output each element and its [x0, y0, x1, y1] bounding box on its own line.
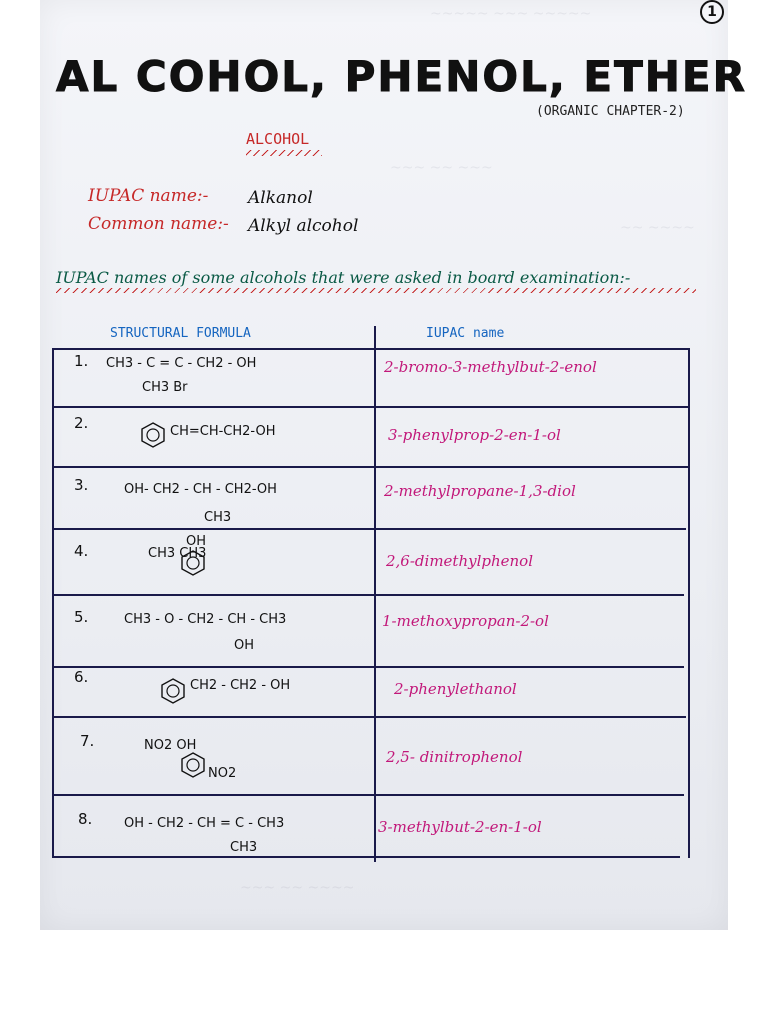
exam-note: IUPAC names of some alcohols that were asked in board examination:- — [56, 268, 631, 287]
table-rule — [52, 666, 684, 668]
formula-substituents: OH — [186, 534, 207, 549]
common-name-label: Common name:- — [88, 214, 229, 234]
iupac-name-value: Alkanol — [248, 188, 313, 208]
bleed-through-text: ~~~ ~~ ~~~ — [390, 160, 493, 176]
iupac-name: 2,5- dinitrophenol — [386, 748, 523, 766]
table-rule — [52, 856, 680, 858]
table-rule — [52, 794, 684, 796]
common-name-value: Alkyl alcohol — [248, 216, 359, 236]
iupac-name: 1-methoxypropan-2-ol — [382, 612, 549, 630]
structural-formula: NO2 OH — [144, 738, 197, 753]
row-number: 8. — [78, 810, 93, 828]
table-rule — [52, 716, 686, 718]
row-number: 6. — [74, 668, 89, 686]
row-number: 4. — [74, 542, 89, 560]
structural-formula: OH- CH2 - CH - CH2-OH — [124, 482, 277, 497]
structural-formula: OH - CH2 - CH = C - CH3 — [124, 816, 285, 831]
bleed-through-text: ~~~ ~~ ~~~~ — [240, 880, 355, 896]
column-header-formula: STRUCTURAL FORMULA — [110, 326, 251, 341]
note-underline — [56, 288, 696, 293]
row-number: 5. — [74, 608, 89, 626]
row-number: 2. — [74, 414, 89, 432]
iupac-name: 2,6-dimethylphenol — [386, 552, 534, 570]
iupac-name: 2-phenylethanol — [394, 680, 517, 698]
formula-substituents: OH — [234, 638, 255, 653]
row-number: 7. — [80, 732, 95, 750]
table-border-left — [52, 348, 54, 858]
iupac-name: 2-methylpropane-1,3-diol — [384, 482, 576, 500]
formula-substituents: CH3 — [204, 510, 232, 525]
row-number: 3. — [74, 476, 89, 494]
formula-substituents: NO2 — [208, 766, 237, 781]
page-title: AL COHOL, PHENOL, ETHER — [56, 52, 747, 101]
iupac-name-label: IUPAC name:- — [88, 186, 209, 206]
table-border-right — [688, 348, 690, 858]
table-rule — [52, 348, 690, 350]
table-rule — [52, 466, 690, 468]
structural-formula: CH3 - O - CH2 - CH - CH3 — [124, 612, 287, 627]
structural-formula: CH2 - CH2 - OH — [190, 678, 291, 693]
iupac-name: 3-phenylprop-2-en-1-ol — [388, 426, 561, 444]
bleed-through-text: ~~ ~~~~ — [620, 220, 695, 236]
iupac-name: 3-methylbut-2-en-1-ol — [378, 818, 542, 836]
table-rule — [52, 406, 690, 408]
structural-formula: CH3 - C = C - CH2 - OH — [106, 356, 257, 371]
benzene-ring-icon — [140, 422, 166, 448]
benzene-ring-icon — [160, 678, 186, 704]
formula-substituents: CH3 — [230, 840, 258, 855]
formula-substituents: CH3 Br — [142, 380, 188, 395]
table-rule — [52, 594, 684, 596]
heading-underline — [246, 150, 322, 156]
page-subtitle: (ORGANIC CHAPTER-2) — [536, 104, 685, 119]
column-header-iupac: IUPAC name — [426, 326, 505, 341]
table-rule — [52, 528, 686, 530]
benzene-ring-icon — [180, 752, 206, 778]
section-heading: ALCOHOL — [246, 130, 310, 148]
iupac-name: 2-bromo-3-methylbut-2-enol — [384, 358, 597, 376]
page-number-badge: 1 — [700, 0, 724, 24]
bleed-through-text: ~~~~~ ~~~ ~~~~~ — [430, 6, 592, 22]
structural-formula: CH3 CH3 — [148, 546, 207, 561]
structural-formula: CH=CH-CH2-OH — [170, 424, 276, 439]
row-number: 1. — [74, 352, 89, 370]
